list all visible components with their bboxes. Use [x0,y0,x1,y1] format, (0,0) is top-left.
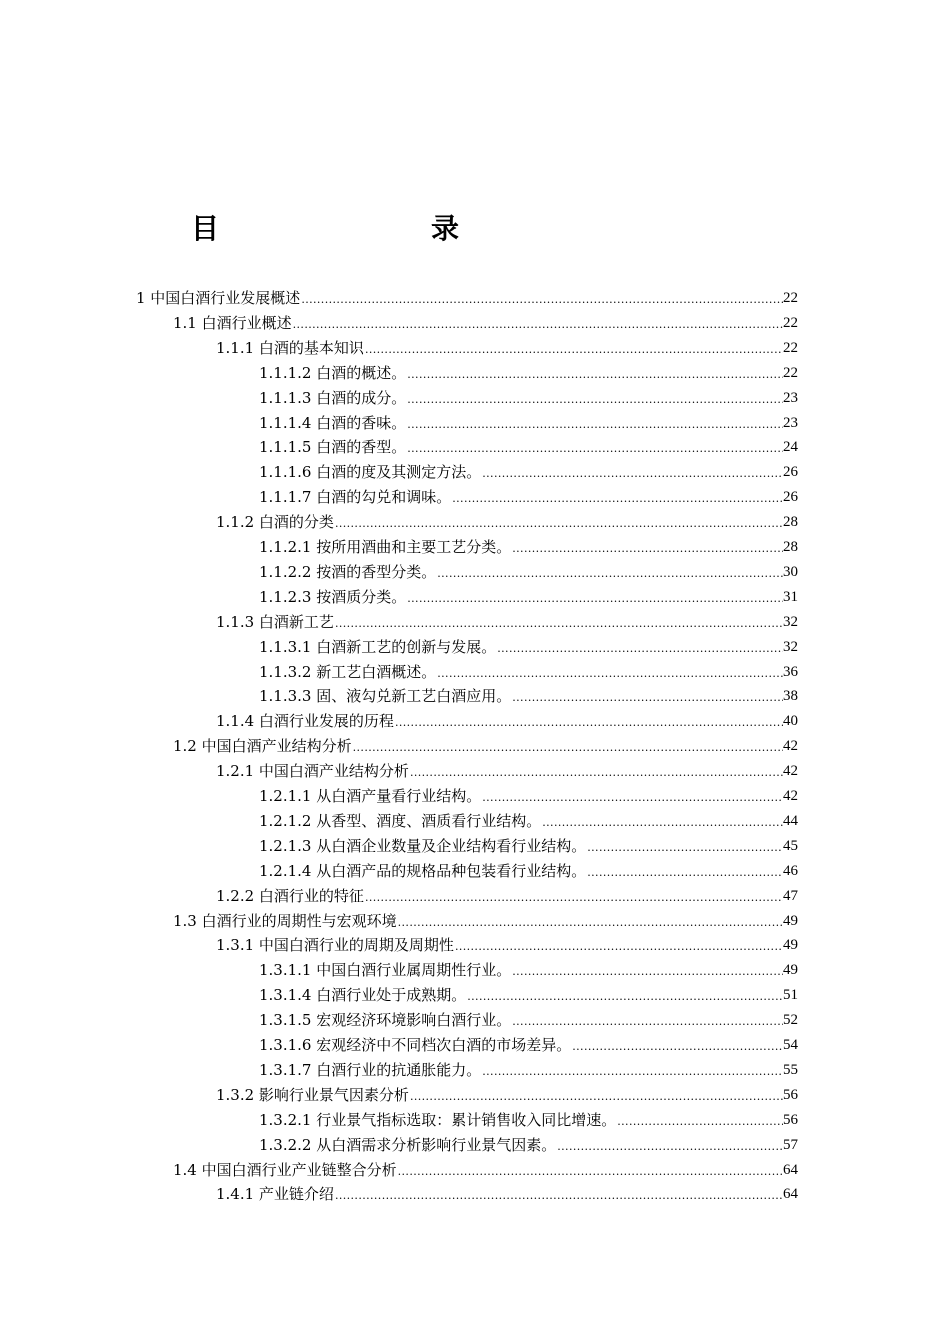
toc-entry-title: 1.1.3.1 白酒新工艺的创新与发展。 [259,637,497,656]
toc-entry-title: 1.1.4 白酒行业发展的历程 [216,712,394,731]
toc-entry-title: 1.1.1.3 白酒的成分。 [259,388,407,407]
toc-entry[interactable] [259,682,798,706]
dot-leader [407,392,783,408]
toc-entry-title: 1.1.2.3 按酒质分类。 [259,587,407,606]
dot-leader [437,566,783,582]
toc-entry[interactable] [259,782,798,806]
toc-entry[interactable] [259,359,798,383]
toc-entry-title: 1.1.2 白酒的分类 [216,513,334,532]
dot-leader [557,1139,783,1155]
toc-entry[interactable] [216,931,798,955]
toc-entry-page-number: 28 [783,539,798,555]
toc-entry-page-number: 44 [783,812,798,829]
toc-entry-title: 1.2.2 白酒行业的特征 [216,886,364,905]
toc-entry-title: 1 中国白酒行业发展概述 [136,289,301,307]
toc-entry[interactable] [259,409,798,433]
toc-entry-page-number: 55 [783,1061,798,1078]
toc-entry[interactable] [259,1056,798,1080]
toc-entry-page-number: 52 [783,1012,798,1029]
toc-entry-title: 1.2.1.2 从香型、酒度、酒质看行业结构。 [259,811,542,830]
toc-entry-title: 1.1.2.1 按所用酒曲和主要工艺分类。 [259,538,512,556]
toc-entry-page-number: 51 [783,987,798,1004]
dot-leader [512,964,783,980]
toc-entry[interactable] [216,1081,798,1105]
toc-entry[interactable] [216,608,798,632]
dot-leader [497,641,783,657]
dot-leader [512,1014,783,1030]
toc-entry-title: 1.3.2.2 从白酒需求分析影响行业景气因素。 [259,1135,557,1154]
toc-entry-page-number: 57 [783,1136,798,1153]
dot-leader [301,292,783,308]
dot-leader [407,417,783,433]
dot-leader [587,840,783,856]
toc-entry-title: 1.3.1.1 中国白酒行业属周期性行业。 [259,961,512,980]
toc-entry-page-number: 22 [783,364,798,381]
toc-entry-title: 1.3.1.6 宏观经济中不同档次白酒的市场差异。 [259,1036,572,1054]
dot-leader [452,491,783,507]
toc-entry-page-number: 32 [783,638,798,655]
dot-leader [437,666,783,682]
dot-leader [542,815,783,831]
toc-entry-page-number: 36 [783,663,798,680]
toc-entry[interactable] [259,583,798,607]
toc-entry-title: 1.3 白酒行业的周期性与宏观环境 [173,911,397,930]
toc-entry-title: 1.3.2.1 行业景气指标选取：累计销售收入同比增速。 [259,1110,617,1129]
toc-entry-page-number: 45 [783,837,798,854]
toc-entry[interactable] [259,458,798,482]
toc-entry-page-number: 56 [783,1086,798,1103]
toc-entry[interactable] [136,284,798,308]
toc-entry[interactable] [216,707,798,731]
toc-entry-page-number: 49 [783,912,798,929]
dot-leader [293,317,783,333]
dot-leader [395,715,783,731]
toc-entry-page-number: 28 [783,514,798,531]
dot-leader [335,1188,783,1204]
toc-entry[interactable] [216,334,798,358]
toc-entry-title: 1.1.1.4 白酒的香味。 [259,413,407,432]
dot-leader [353,740,783,756]
toc-entry[interactable] [259,533,798,557]
toc-entry-title: 1.1.3 白酒新工艺 [216,612,334,631]
toc-entry[interactable] [173,309,798,333]
toc-entry[interactable] [259,384,798,408]
dot-leader [335,616,783,632]
toc-entry-title: 1.4 中国白酒行业产业链整合分析 [173,1160,397,1179]
toc-entry-page-number: 30 [783,563,798,580]
toc-entry-page-number: 22 [783,339,798,356]
toc-entry-page-number: 22 [783,290,798,306]
toc-entry[interactable] [259,981,798,1005]
toc-entry[interactable] [259,558,798,582]
toc-entry-page-number: 64 [783,1186,798,1203]
toc-entry-page-number: 26 [783,489,798,506]
dot-leader [587,865,783,881]
dot-leader [335,516,783,532]
toc-entry[interactable] [259,483,798,507]
toc-entry[interactable] [173,907,798,931]
toc-entry[interactable] [259,633,798,657]
toc-entry[interactable] [216,508,798,532]
toc-entry-page-number: 26 [783,464,798,481]
toc-entry[interactable] [173,1156,798,1180]
toc-entry[interactable] [259,832,798,856]
dot-leader [482,1064,783,1080]
toc-entry-title: 1.1.1.6 白酒的度及其测定方法。 [259,463,482,482]
toc-entry[interactable] [259,1131,798,1155]
toc-entry-page-number: 56 [783,1111,798,1128]
toc-entry[interactable] [259,807,798,831]
dot-leader [512,541,783,557]
dot-leader [407,367,783,383]
toc-entry[interactable] [259,433,798,457]
dot-leader [617,1114,783,1130]
toc-entry-title: 1.1.1.2 白酒的概述。 [259,363,407,382]
dot-leader [365,342,783,358]
toc-entry-title: 1.2.1.4 从白酒产品的规格品种包装看行业结构。 [259,861,587,880]
toc-entry[interactable] [173,732,798,756]
toc-entry-title: 1.2.1 中国白酒产业结构分析 [216,762,409,781]
toc-entry[interactable] [259,1006,798,1030]
toc-entry-page-number: 42 [783,788,798,804]
toc-entry-page-number: 47 [783,887,798,904]
page-title: 目 录 [190,212,511,245]
toc-entry-page-number: 40 [783,713,798,730]
toc-entry[interactable] [216,757,798,781]
toc-entry-title: 1.1.1.5 白酒的香型。 [259,438,407,457]
toc-entry[interactable] [259,1106,798,1130]
toc-entry[interactable] [216,1180,798,1204]
toc-entry-title: 1.1 白酒行业概述 [173,313,292,332]
dot-leader [482,790,783,806]
dot-leader [572,1039,783,1055]
toc-entry[interactable] [259,956,798,980]
toc-entry-page-number: 49 [783,962,798,979]
toc-entry-page-number: 22 [783,314,798,331]
toc-entry-title: 1.3.1.5 宏观经济环境影响白酒行业。 [259,1011,512,1030]
toc-entry-page-number: 64 [783,1161,798,1178]
dot-leader [455,939,783,955]
toc-entry-page-number: 42 [783,738,798,755]
toc-entry-page-number: 38 [783,688,798,705]
toc-entry[interactable] [259,658,798,682]
toc-entry-page-number: 23 [783,414,798,431]
toc-entry-page-number: 54 [783,1037,798,1053]
toc-entry-page-number: 23 [783,389,798,406]
toc-entry[interactable] [259,857,798,881]
dot-leader [410,1089,783,1105]
toc-entry-title: 1.1.1 白酒的基本知识 [216,338,364,357]
toc-entry-title: 1.2 中国白酒产业结构分析 [173,737,352,756]
dot-leader [407,591,783,607]
toc-entry-title: 1.1.3.2 新工艺白酒概述。 [259,662,437,681]
toc-entry[interactable] [216,882,798,906]
toc-entry-title: 1.2.1.3 从白酒企业数量及企业结构看行业结构。 [259,836,587,855]
toc-entry-title: 1.1.2.2 按酒的香型分类。 [259,562,437,581]
toc-entry[interactable] [259,1031,798,1055]
toc-entry-title: 1.3.1.7 白酒行业的抗通胀能力。 [259,1060,482,1079]
dot-leader [482,466,783,482]
toc-entry-page-number: 49 [783,937,798,954]
toc-entry-title: 1.2.1.1 从白酒产量看行业结构。 [259,787,482,805]
toc-entry-title: 1.3.1 中国白酒行业的周期及周期性 [216,936,454,955]
dot-leader [398,1164,783,1180]
dot-leader [410,765,783,781]
toc-entry-title: 1.4.1 产业链介绍 [216,1185,334,1204]
dot-leader [398,915,783,931]
toc-entry-page-number: 32 [783,613,798,630]
dot-leader [512,690,783,706]
toc-entry-page-number: 31 [783,588,798,605]
dot-leader [407,441,783,457]
toc-entry-title: 1.3.2 影响行业景气因素分析 [216,1085,409,1104]
toc-entry-title: 1.1.1.7 白酒的勾兑和调味。 [259,488,452,507]
toc-entry-page-number: 42 [783,763,798,780]
toc-entry-title: 1.3.1.4 白酒行业处于成熟期。 [259,986,467,1005]
toc-entry-title: 1.1.3.3 固、液勾兑新工艺白酒应用。 [259,687,512,706]
toc-entry-page-number: 24 [783,439,798,456]
toc-entry-page-number: 46 [783,862,798,879]
dot-leader [365,890,783,906]
dot-leader [467,989,783,1005]
